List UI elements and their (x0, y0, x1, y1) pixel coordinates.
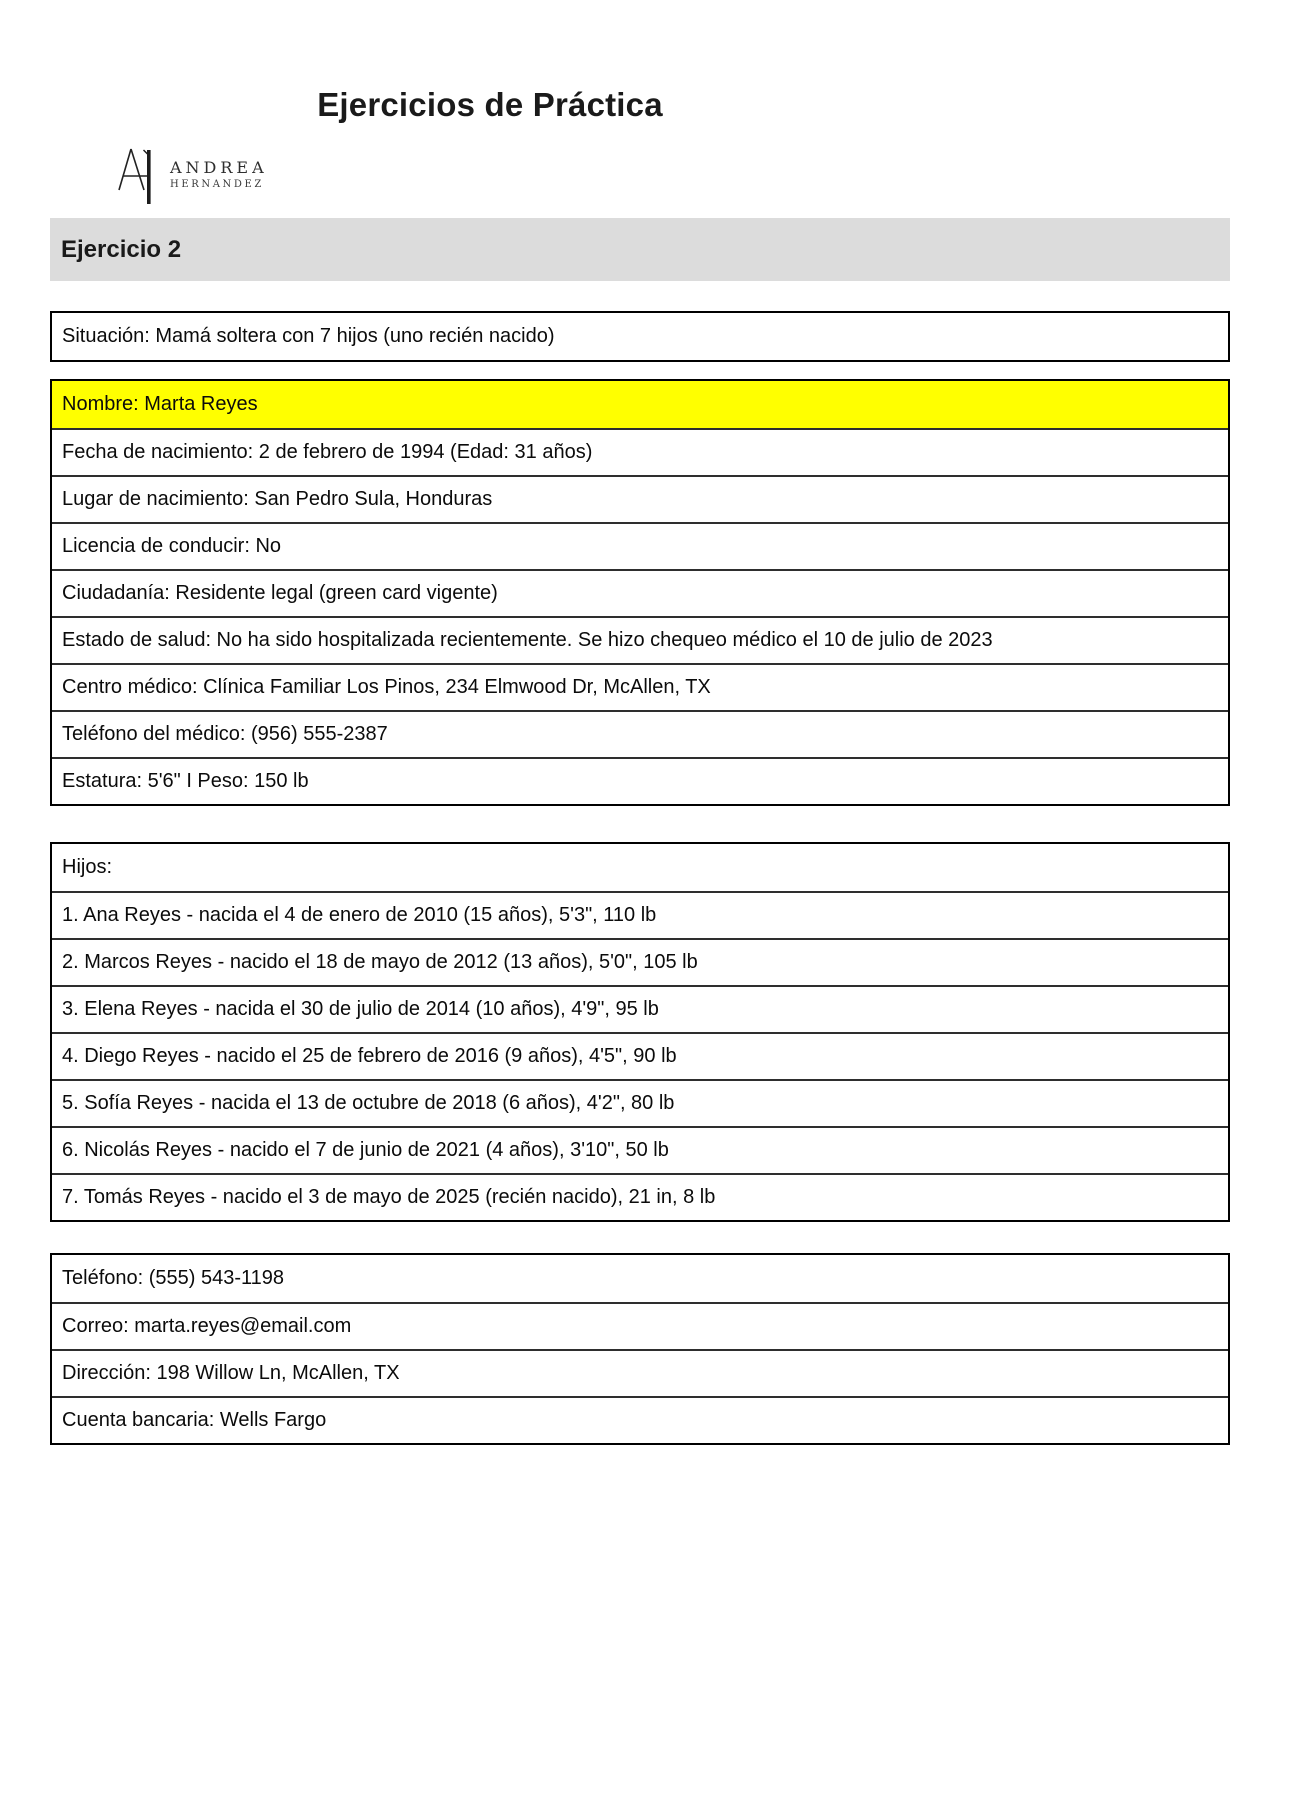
perfil-row-telefono-medico: Teléfono del médico: (956) 555-2387 (52, 710, 1228, 757)
hijos-row-3: 3. Elena Reyes - nacida el 30 de julio de 2014 (10 años), 4'9", 95 lb (52, 985, 1228, 1032)
section-header-label: Ejercicio 2 (61, 235, 182, 263)
ah-monogram-icon (117, 146, 161, 204)
brand-last-name: HERNANDEZ (170, 179, 264, 190)
page-title: Ejercicios de Práctica (317, 86, 663, 124)
brand-first-name: ANDREA (170, 158, 268, 177)
situacion-table (50, 311, 1230, 362)
perfil-row-centro-medico: Centro médico: Clínica Familiar Los Pinos, 234 Elmwood Dr, McAllen, TX (52, 663, 1228, 710)
perfil-table (50, 379, 1230, 806)
brand-text (170, 160, 268, 190)
section-header-bar (50, 218, 1230, 281)
perfil-row-estado-salud: Estado de salud: No ha sido hospitalizada recientemente. Se hizo chequeo médico el 10 de julio de 2023 (52, 616, 1228, 663)
hijos-row-7: 7. Tomás Reyes - nacido el 3 de mayo de 2025 (recién nacido), 21 in, 8 lb (52, 1173, 1228, 1220)
perfil-row-estatura-peso: Estatura: 5'6" I Peso: 150 lb (52, 757, 1228, 804)
hijos-row-1: 1. Ana Reyes - nacida el 4 de enero de 2010 (15 años), 5'3", 110 lb (52, 891, 1228, 938)
perfil-row-lugar-nacimiento: Lugar de nacimiento: San Pedro Sula, Honduras (52, 475, 1228, 522)
perfil-row-fecha-nacimiento: Fecha de nacimiento: 2 de febrero de 1994 (Edad: 31 años) (52, 428, 1228, 475)
hijos-row-4: 4. Diego Reyes - nacido el 25 de febrero de 2016 (9 años), 4'5", 90 lb (52, 1032, 1228, 1079)
perfil-row-ciudadania: Ciudadanía: Residente legal (green card vigente) (52, 569, 1228, 616)
perfil-row-licencia: Licencia de conducir: No (52, 522, 1228, 569)
contacto-row-correo: Correo: marta.reyes@email.com (52, 1302, 1228, 1349)
hijos-row-5: 5. Sofía Reyes - nacida el 13 de octubre de 2018 (6 años), 4'2", 80 lb (52, 1079, 1228, 1126)
contacto-row-direccion: Dirección: 198 Willow Ln, McAllen, TX (52, 1349, 1228, 1396)
contacto-row-telefono: Teléfono: (555) 543-1198 (62, 1267, 285, 1289)
hijos-row-6: 6. Nicolás Reyes - nacido el 7 de junio de 2021 (4 años), 3'10", 50 lb (52, 1126, 1228, 1173)
contacto-row-cuenta-bancaria: Cuenta bancaria: Wells Fargo (52, 1396, 1228, 1443)
hijos-header-row: Hijos: (62, 856, 113, 878)
brand-logo (117, 146, 268, 204)
perfil-row-nombre: Nombre: Marta Reyes (52, 381, 1228, 428)
contacto-table (50, 1253, 1230, 1445)
hijos-row-2: 2. Marcos Reyes - nacido el 18 de mayo de 2012 (13 años), 5'0", 105 lb (52, 938, 1228, 985)
situacion-row: Situación: Mamá soltera con 7 hijos (uno recién nacido) (62, 325, 555, 347)
hijos-table (50, 842, 1230, 1222)
